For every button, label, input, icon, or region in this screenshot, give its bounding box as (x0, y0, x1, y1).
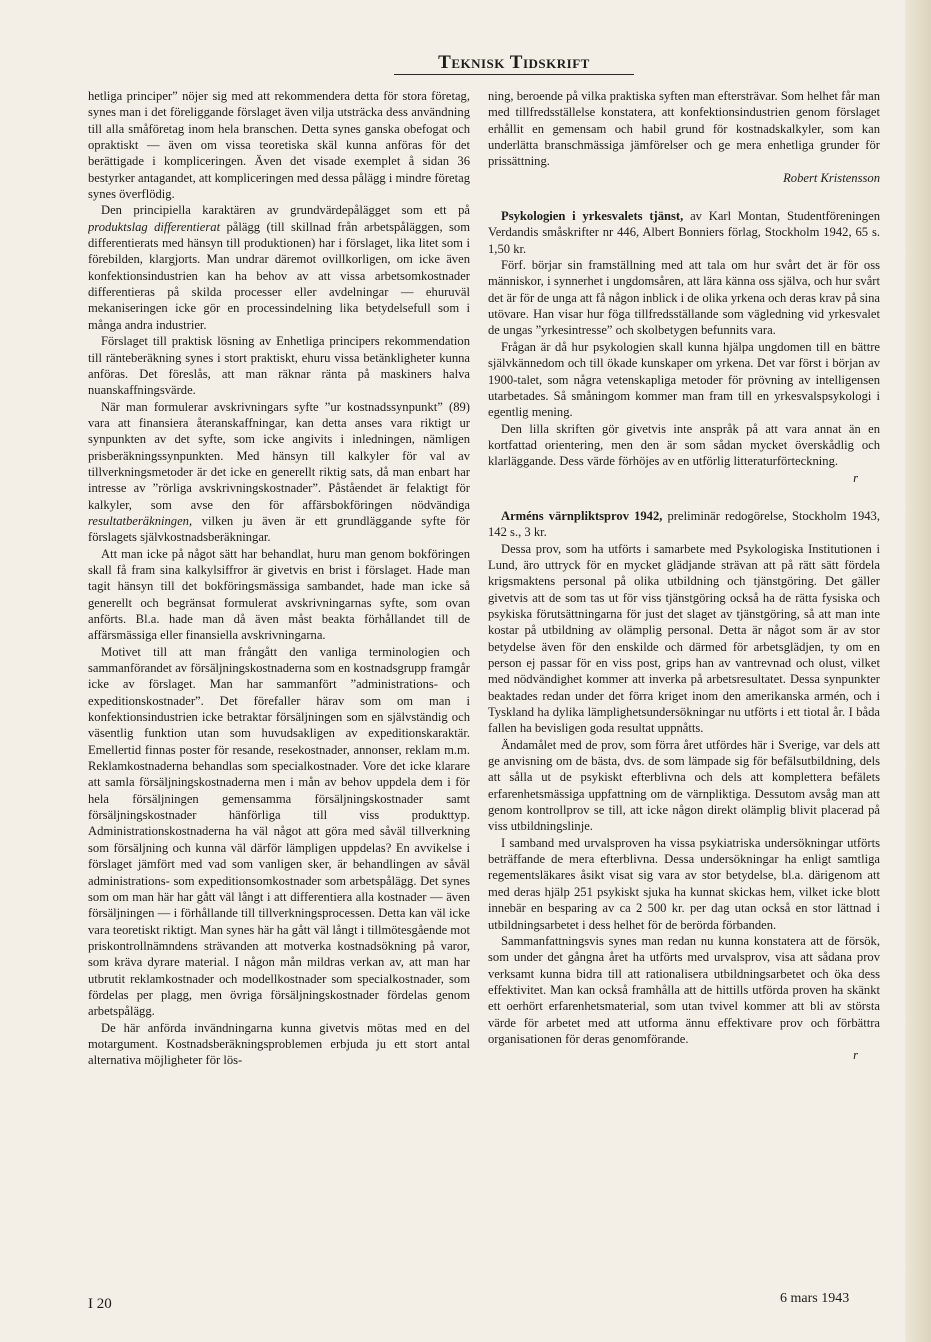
paragraph: hetliga principer” nöjer sig med att rekommendera detta för stora företag, synes man i det föreliggande förslaget även vilja utsträcka dess användning till alla småföretag inom hela branschen. Detta synes ganska obefogat och opraktiskt — även om vissa teoretiska skäl kunna anföras för det berättigade i kompliceringen. Även det visade exemplet å sidan 36 bestyrker antagandet, att kompliceringen med dessa pålägg i mindre företag synes överflödig. (88, 89, 470, 202)
paragraph: De här anförda invändningarna kunna givetvis mötas med en del motargument. Kostnadsberäkningsproblemen erbjuda ju ett stort antal alternativa möjligheter för lös- (88, 1020, 470, 1068)
review-details: preliminär redogörelse, Stockholm 1943, 142 s., 3 kr. (488, 508, 880, 540)
spacer (488, 186, 880, 208)
issue-date: 6 mars 1943 (780, 1291, 850, 1306)
paragraph: Dessa prov, som ha utförts i samarbete med Psykologiska Institutionen i Lund, äro uttryck för en mycket glädjande strävan att på rätt sätt fördela krigsmaktens personal på olika utbildning och tjänstgöring. Det gäller givetvis att de som tas ut för viss tjänstgöring också ha de rätta fysiska och psykiska förutsättningarna för just det slaget av tjänstgöring, så att man inte kostar på utbildning av olämplig personal. Detta är något som är av stor betydelse även för den enskilde och därmed för arbetsglädjen, ty om en person ej passar för en viss post, grips han av vantrevnad och olust, vilket med nödvändighet kommer att inverka på arbetsresultatet. Dessa synpunkter beaktades redan under det förra kriget inom den amerikanska armén, och i Tyskland ha dylika lämplighetsundersökningar nu utförts i ett tiotal år. I båda fallen ha bevisligen goda resultat uppnåtts. (488, 541, 880, 736)
left-column (88, 88, 470, 1288)
paragraph: Förf. börjar sin framställning med att tala om hur svårt det är för oss människor, i synnerhet i ungdomsåren, att lära känna oss själva, och hur svårt det är för de unga att få någon inblick i de olika yrkena och deras krav på sina utövare. Han visar hur föga tillfredsställande som vägledning vid yrkesvalet de ungas ”yrkesintresse” och skolbetygen befunnits vara. (488, 258, 880, 338)
paragraph: Den principiella karaktären av grundvärdepålägget som ett på produktslag differentierat pålägg (till skillnad från arbetspåläggen, som differentierats med hänsyn till produktionen) har i förslaget, lika litet som i förebilden, klargjorts. Man undrar däremot ovillkorligen, om icke även konfektionsindustrien kan ha behov av att vissa arbetsomkostnader differentieras på skilda processer eller avdelningar — ehuruväl mekaniseringen icke gör en processindelning lika betydelsefull som i många andra industrier. (88, 203, 470, 332)
paragraph: Motivet till att man frångått den vanliga terminologien och sammanförandet av försäljningskostnaderna som en kostnadsgrupp framgår icke av förslaget. Man har sammanfört ”administrations- och expeditionskostnader”. Det förefaller härav som om man i konfektionsindustrien icke betraktar försäljningen som en självständig och väsentlig funktion utan som huvudsakligen av expeditionskaraktär. Emellertid finnas poster för resande, resekostnader, annonser, reklam m.m. Reklamkostnaderna behandlas som specialkostnader. Vore det icke klarare att samla försäljningskostnaderna men i mån av behov uppdela dem i för hela försäljningen gemensamma försäljningskostnader samt försäljningskostnader hänförliga till viss produkttyp. Administrationskostnaderna ha väl något att göra med såväl tillverkning som försäljning och kunna väl därför lämpligen uppdelas? En avvikelse i förslaget jämfört med vad som vanligen sker, är behandlingen av såväl administrations- som expeditionsomkostnader som arbetspålägg. Det synes som om man här har gått väl långt i att differentiera alla kostnader — även försäljningen — i förhållande till tillverkningsprocessen. Detta kan väl icke vara teoretiskt riktigt. Man synes här ha gått väl långt i tillmötesgående mot priskontrollnämndens strävanden att motverka kostnadsökning på varor, som kräva dyrare material. I någon mån mildras verkan av, att man har utbrutit reklamkostnader och modellkostnader som specialkostnader, som fördelas per plagg, men övriga försäljningskostnader fördelas genom arbetspålägg. (88, 644, 470, 1019)
review-heading (488, 508, 880, 541)
paragraph: När man formulerar avskrivningars syfte ”ur kostnadssynpunkt” (89) vara att finansiera återanskaffningar, kan detta anses vara riktigt ur synpunkten av det syfte, som icke angivits i inledningen, nämligen prisberäkningssynpunkten. Med hänsyn till kalkyler för val av tillverkningsmetoder är det icke en generellt riktig sats, då man enbart har intresse av ”rörliga avskrivningskostnader”. Påståendet är felaktigt för kalkyler, som avse den för affärsbokföringen nödvändiga resultatberäkningen, vilken ju även är ett grundläggande syfte för förslagets självkostnadsberäkningar. (88, 399, 470, 545)
paragraph: Frågan är då hur psykologien skall kunna hjälpa ungdomen till en bättre självkännedom och till ökade kunskaper om yrkena. Det var först i början av 1900-talet, som några vetenskapliga metoder för prövning av intelligensen utarbetades. Så småningom kommer man fram till en yrkesvalspsykologi i egentlig mening. (488, 339, 880, 420)
page-edge (905, 0, 931, 1342)
review-title: Arméns värnpliktsprov 1942, (501, 508, 663, 523)
emphasis: resultatberäkningen, (88, 513, 193, 528)
page-number: I 20 (88, 1296, 112, 1312)
paragraph: Att man icke på något sätt har behandlat, huru man genom bokföringen skall få fram sina kalkylsiffror är givetvis en brist i förslaget. Hade man tagit hänsyn till det bokföringsmässiga sambandet, hade man icke så generellt och begränsat formulerat avskrivningarnas syfte, som ovan anförts. Bl.a. hade man då även måst beakta förhållandet till de affärsmässiga eller finansiella avskrivningarna. (88, 546, 470, 643)
right-column (488, 88, 880, 1288)
paragraph: Den lilla skriften gör givetvis inte anspråk på att vara annat än en kortfattad orientering, men den är som sådan mycket överskådlig och klarläggande. Dess värde förhöjes av en utförlig litteraturförteckning. (488, 421, 880, 469)
journal-masthead: Teknisk Tidskrift (394, 52, 634, 75)
paragraph: Sammanfattningsvis synes man redan nu kunna konstatera att de försök, som under det gångna året ha utförts med urvalsprov, visa att sådana prov verksamt kunna bidra till att rationalisera utbildningsarbetet och öka dess effektivitet. Man kan också framhålla att de hittills utförda proven ha skänkt ett oerhört erfarenhetsmaterial, som utan tvivel kommer att bli av största värde för arbetet med att utforma ännu effektivare prov och förbättra organisationen för deras genomförande. (488, 933, 880, 1046)
spacer (488, 486, 880, 508)
reviewer-initial: r (853, 470, 858, 485)
review-heading (488, 208, 880, 257)
paragraph: I samband med urvalsproven ha vissa psykiatriska undersökningar utförts beträffande de mera efterblivna. Dessa undersökningar ha enligt samtliga regementsläkares åsikt visat sig vara av stor betydelse, bl.a. därigenom att med deras hjälp 251 psykiskt sjuka ha kunnat skickas hem, vilket icke blott innebär en besparing av ca 2 500 kr. per dag utan också en stor lättnad i utbildningsarbetet i dess helhet för de berörda förbanden. (488, 835, 880, 932)
review-details: av Karl Montan, Studentföreningen Verdandis småskrifter nr 446, Albert Bonniers förlag, Stockholm 1942, 65 s. 1,50 kr. (488, 209, 880, 256)
paragraph: Ändamålet med de prov, som förra året utfördes här i Sverige, var dels att ge anvisning om de bästa, dvs. de som lämpade sig för befälsutbildning, dels att sålla ut de psykiskt efterblivna och dels att komplettera befälets erfarenhetsmässiga uppfattning om de värnpliktiga. Dessutom avsåg man att genom kontrollprov se till, att icke någon direkt olämplig blivit placerad på viss utbildningslinje. (488, 737, 880, 834)
reviewer-initial: r (853, 1048, 858, 1063)
paragraph: Förslaget till praktisk lösning av Enhetliga principers rekommendation till ränteberäkning synes i stort praktiskt, ehuru vissa betänkligheter kunna anföras. Det föreslås, att man räknar ränta på maskiners halva nuanskaffningsvärde. (88, 334, 470, 398)
author-signature: Robert Kristensson (783, 170, 880, 185)
emphasis: produktslag differentierat (88, 219, 221, 234)
paragraph: ning, beroende på vilka praktiska syften man eftersträvar. Som helhet får man med tillfredsställelse konstatera, att konfektionsindustrien genom förslaget erhållit en gemensam och habil grund för kostnadskalkyler, som kan underlätta branschmässiga jämförelser och ge mera enhetliga grunder för prissättning. (488, 89, 880, 169)
review-title: Psykologien i yrkesvalets tjänst, (501, 209, 684, 224)
